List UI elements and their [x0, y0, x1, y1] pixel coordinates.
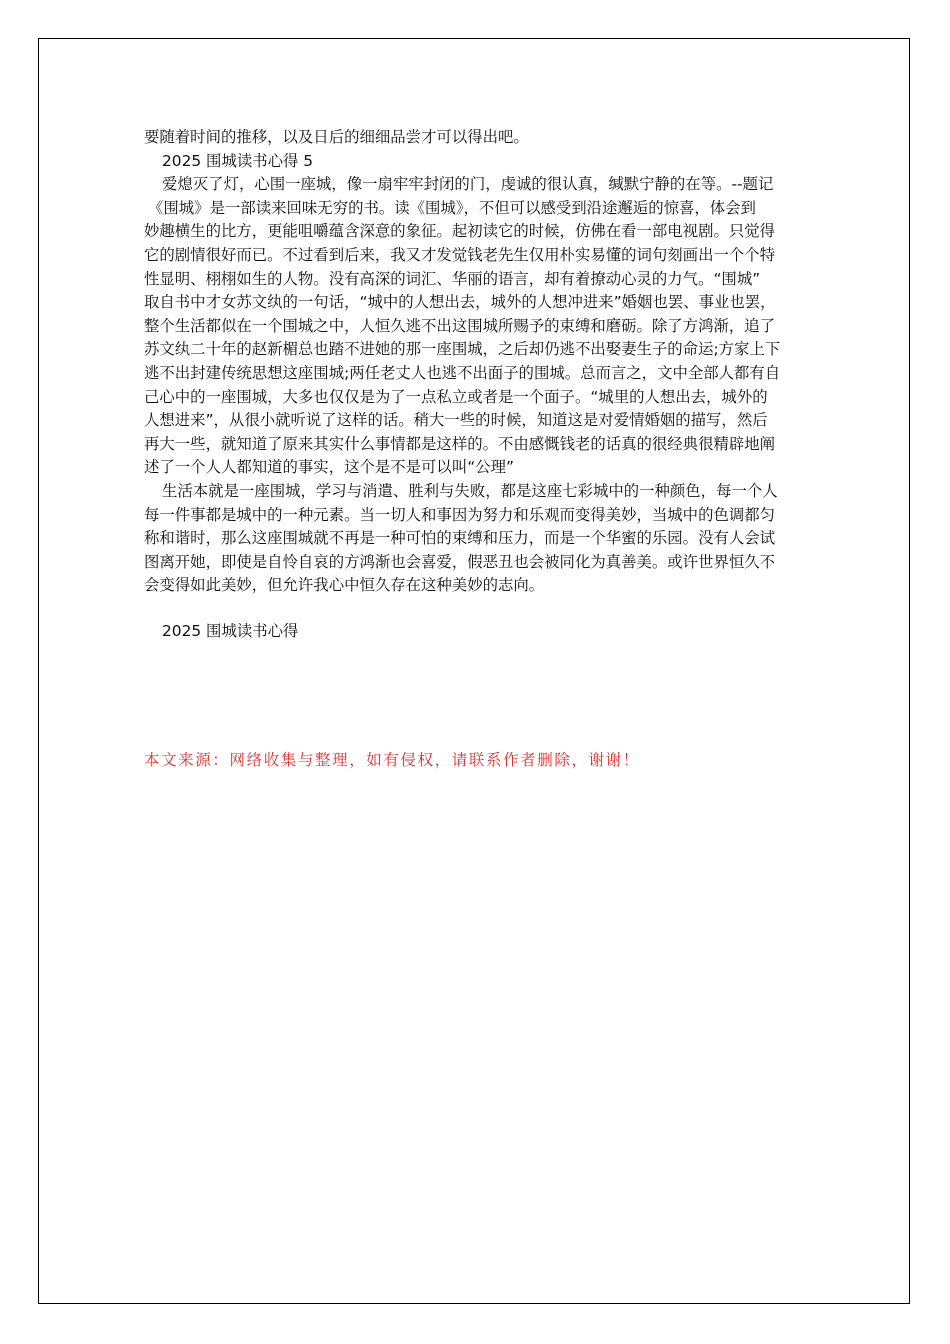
document-body	[144, 126, 816, 643]
closing-title: 2025 围城读书心得	[162, 621, 299, 640]
paragraph-line: 称和谐时，那么这座围城就不再是一种可怕的束缚和压力，而是一个华蜜的乐园。没有人会试	[144, 529, 776, 548]
paragraph-spacer	[144, 598, 816, 620]
paragraph-line: 人想进来”，从很小就听说了这样的话。稍大一些的时候，知道这是对爱情婚姻的描写，然后	[144, 411, 768, 430]
section-heading: 2025 围城读书心得 5	[162, 151, 314, 170]
source-disclaimer: 本文来源：网络收集与整理，如有侵权，请联系作者删除，谢谢！	[144, 751, 640, 769]
paragraph-line: 逃不出封建传统思想这座围城;两任老丈人也逃不出面子的围城。总而言之，文中全部人都有自	[144, 363, 781, 382]
paragraph-line: 妙趣横生的比方，更能咀嚼蕴含深意的象征。起初读它的时候，仿佛在看一部电视剧。只觉得	[144, 222, 776, 241]
paragraph-line: 再大一些，就知道了原来其实什么事情都是这样的。不由感慨钱老的话真的很经典很精辟地阐	[144, 434, 776, 453]
text-line-1: 要随着时间的推移，以及日后的细细品尝才可以得出吧。	[144, 128, 529, 146]
paragraph-line: 性显明、栩栩如生的人物。没有高深的词汇、华丽的语言，却有着撩动心灵的力气。“围城”	[144, 269, 761, 288]
paragraph-line: 每一件事都是城中的一种元素。当一切人和事因为努力和乐观而变得美妙，当城中的色调都匀	[144, 505, 776, 524]
paragraph-line: 它的剧情很好而已。不过看到后来，我又才发觉钱老先生仅用朴实易懂的词句刻画出一个个特	[144, 245, 776, 264]
paragraph-line: 己心中的一座围城，大多也仅仅是为了一点私立或者是一个面子。“城里的人想出去，城外的	[144, 387, 768, 406]
paragraph-line: 整个生活都似在一个围城之中，人恒久逃不出这围城所赐予的束缚和磨砺。除了方鸿渐，追了	[144, 316, 776, 335]
paragraph-line: 取自书中才女苏文纨的一句话，“城中的人想出去，城外的人想冲进来”婚姻也罢、事业也罢，	[144, 293, 776, 312]
paragraph-line: 述了一个人人都知道的事实，这个是不是可以叫“公理”	[144, 458, 514, 477]
paragraph-line: 生活本就是一座围城，学习与消遣、胜利与失败，都是这座七彩城中的一种颜色，每一个人	[162, 481, 778, 500]
paragraph-line: 图离开她，即使是自怜自哀的方鸿渐也会喜爱，假恶丑也会被同化为真善美。或许世界恒久不	[144, 552, 776, 571]
paragraph-line: 苏文纨二十年的赵新楣总也踏不进她的那一座围城，之后却仍逃不出娶妻生子的命运;方家上下	[144, 340, 781, 359]
paragraph-line: 会变得如此美妙，但允许我心中恒久存在这种美妙的志向。	[144, 576, 545, 595]
paragraph-line: 《围城》是一部读来回味无穷的书。读《围城》，不但可以感受到沿途邂逅的惊喜，体会到	[148, 198, 756, 217]
epigraph-line: 爱熄灭了灯，心围一座城，像一扇牢牢封闭的门，虔诚的很认真，缄默宁静的在等。--题记	[162, 175, 774, 194]
